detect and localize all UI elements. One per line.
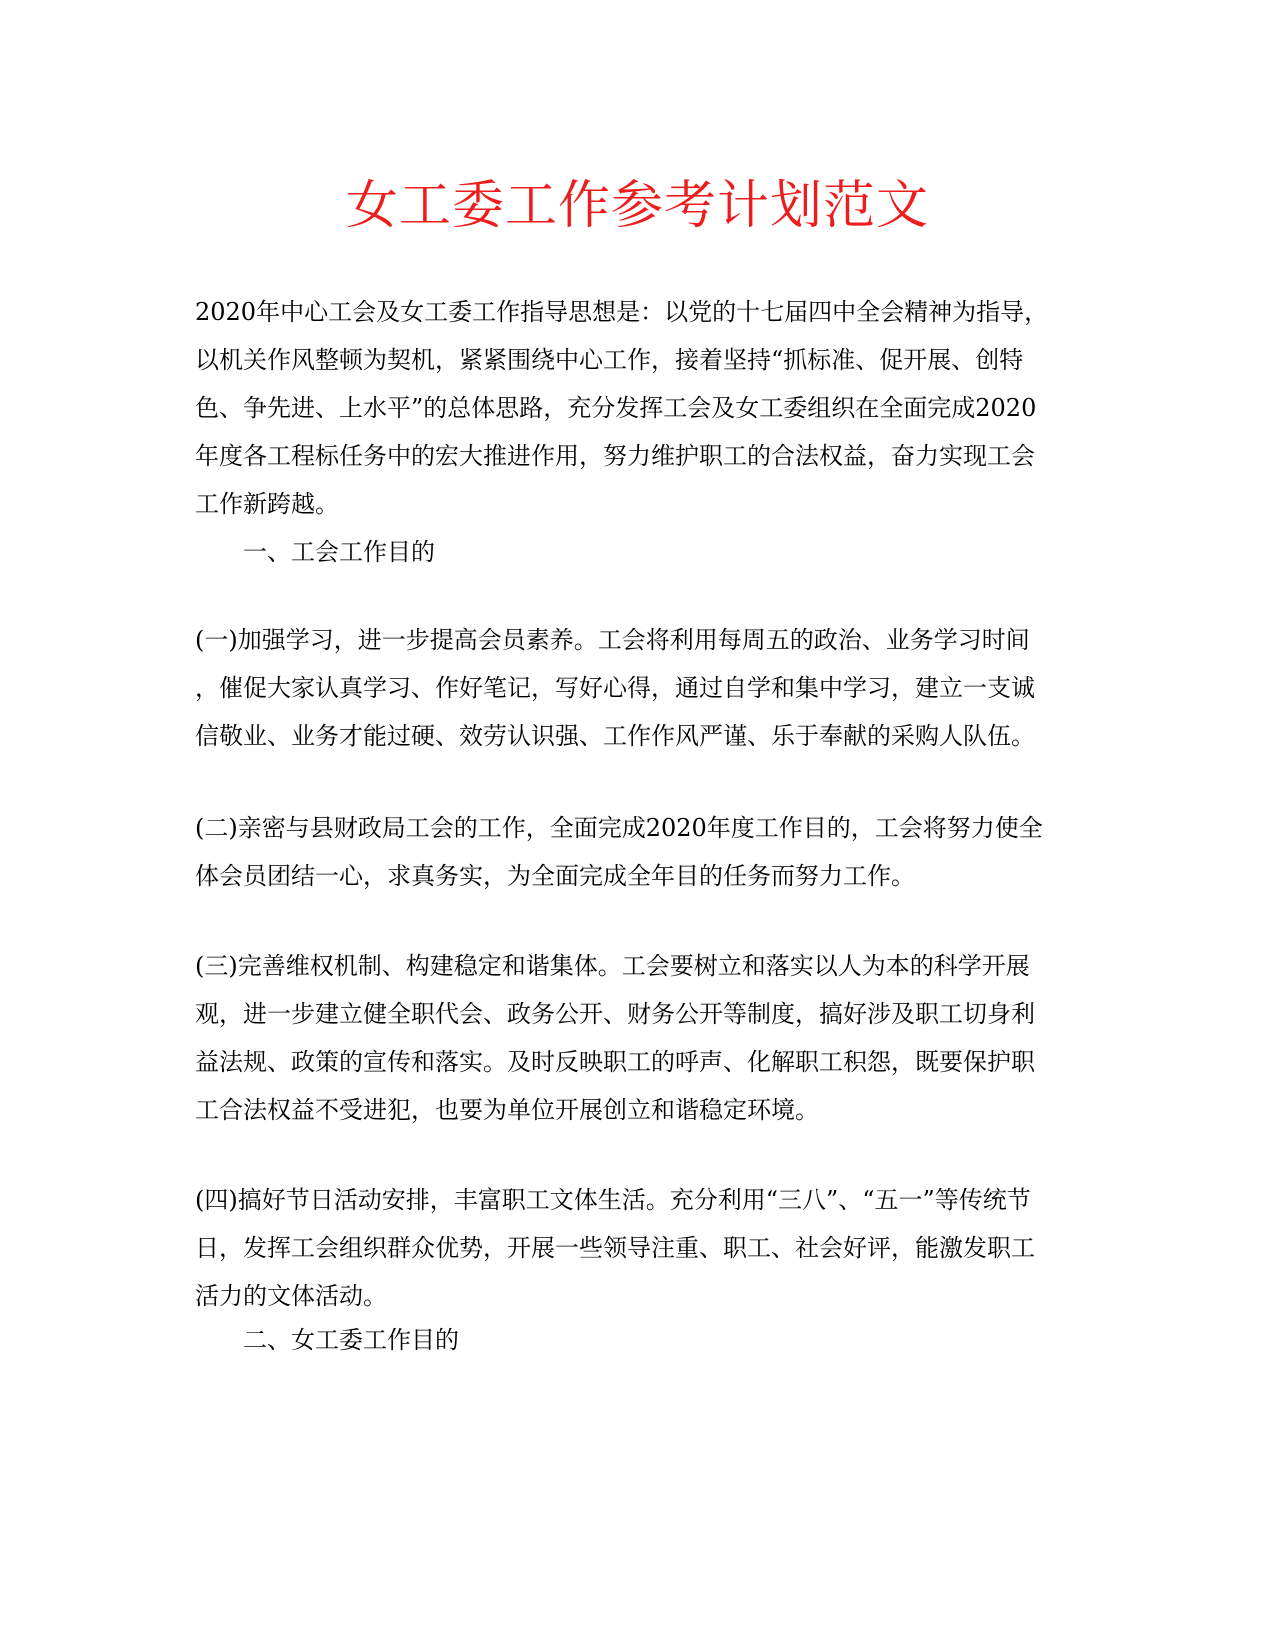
text-line: 体会员团结一心，求真务实，为全面完成全年目的任务而努力工作。 — [195, 862, 915, 890]
text-line: 2020年中心工会及女工委工作指导思想是：以党的十七届四中全会精神为指导， — [195, 298, 1049, 326]
intro-paragraph — [195, 288, 1075, 528]
text-line: ，催促大家认真学习、作好笔记，写好心得，通过自学和集中学习，建立一支诚 — [195, 674, 1035, 702]
text-line: 年度各工程标任务中的宏大推进作用，努力维护职工的合法权益，奋力实现工会 — [195, 442, 1035, 470]
item-3-paragraph — [195, 942, 1075, 1134]
text-line: 信敬业、业务才能过硬、效劳认识强、工作作风严谨、乐于奉献的采购人队伍。 — [195, 722, 1035, 750]
text-line: 日，发挥工会组织群众优势，开展一些领导注重、职工、社会好评，能激发职工 — [195, 1234, 1035, 1262]
text-line: 以机关作风整顿为契机，紧紧围绕中心工作，接着坚持“抓标准、促开展、创特 — [195, 346, 1024, 374]
document-title: 女工委工作参考计划范文 — [345, 176, 929, 236]
text-line: 工合法权益不受进犯，也要为单位开展创立和谐稳定环境。 — [195, 1096, 819, 1124]
item-1-paragraph — [195, 616, 1075, 760]
text-line: 观，进一步建立健全职代会、政务公开、财务公开等制度，搞好涉及职工切身利 — [195, 1000, 1035, 1028]
text-line: (一)加强学习，进一步提高会员素养。工会将利用每周五的政治、业务学习时间 — [195, 626, 1030, 654]
text-line: (二)亲密与县财政局工会的工作，全面完成2020年度工作目的，工会将努力使全 — [195, 814, 1043, 842]
text-line: 活力的文体活动。 — [195, 1282, 387, 1310]
text-line: (三)完善维权机制、构建稳定和谐集体。工会要树立和落实以人为本的科学开展 — [195, 952, 1030, 980]
text-line: (四)搞好节日活动安排，丰富职工文体生活。充分利用“三八”、“五一”等传统节 — [195, 1186, 1031, 1214]
text-line: 工作新跨越。 — [195, 490, 339, 518]
item-4-paragraph — [195, 1176, 1075, 1320]
item-2-paragraph — [195, 804, 1075, 900]
section-heading-1 — [195, 528, 1075, 576]
heading-text: 一、工会工作目的 — [243, 538, 435, 566]
text-line: 益法规、政策的宣传和落实。及时反映职工的呼声、化解职工积怨，既要保护职 — [195, 1048, 1035, 1076]
section-heading-2 — [195, 1316, 1075, 1364]
heading-text: 二、女工委工作目的 — [243, 1326, 459, 1354]
text-line: 色、争先进、上水平”的总体思路，充分发挥工会及女工委组织在全面完成2020 — [195, 394, 1037, 422]
